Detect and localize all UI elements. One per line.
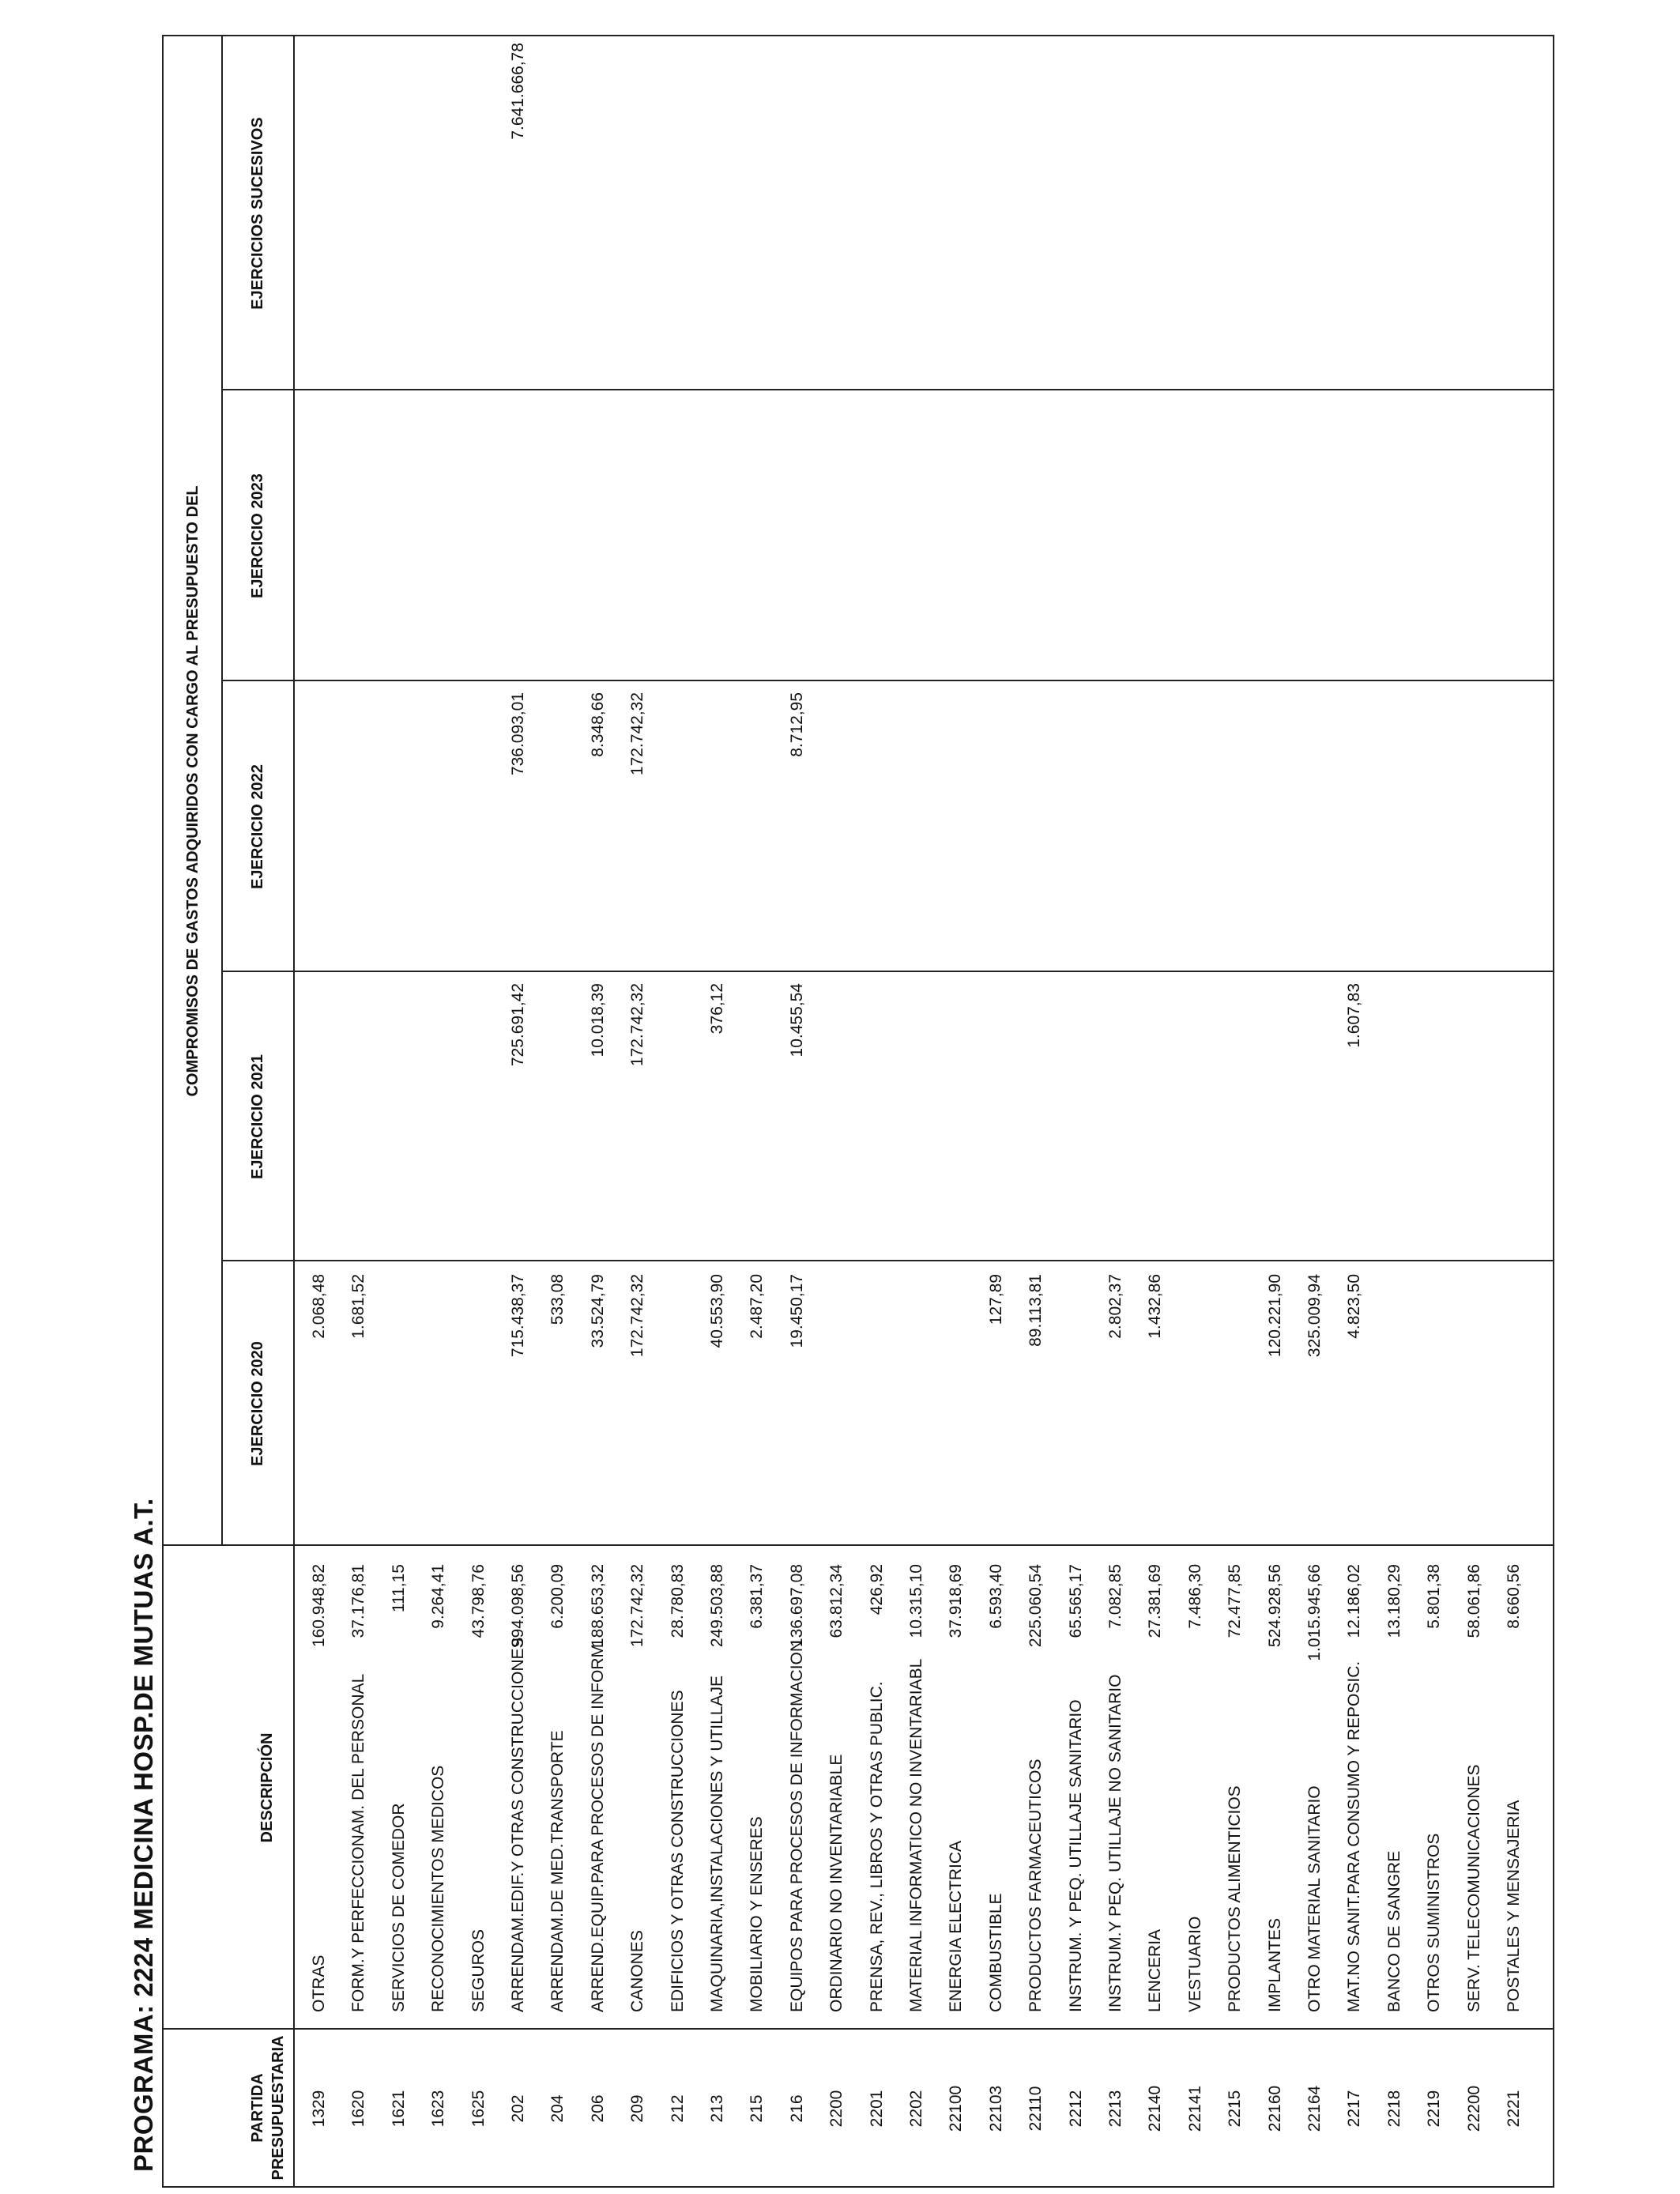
ejercicio-2020-cell: 225.060,54 — [1026, 1564, 1045, 1648]
page-title: PROGRAMA: 2224 MEDICINA HOSP.DE MUTUAS A.T. — [129, 1498, 158, 2172]
ejercicio-2020-cell: 37.918,69 — [947, 1564, 966, 1638]
partida-cell: 1621 — [389, 2090, 408, 2128]
ejercicio-2020-cell: 43.798,76 — [469, 1564, 488, 1638]
ejercicio-2021-cell: 120.221,90 — [1265, 1274, 1284, 1358]
table-row — [460, 36, 499, 2186]
header-divider — [293, 36, 295, 2186]
table-row — [1216, 36, 1256, 2186]
ejercicio-2021-cell: 4.823,50 — [1345, 1274, 1364, 1339]
ejercicio-2023-cell: 736.093,01 — [509, 692, 527, 776]
ejercicio-2023-cell: 172.742,32 — [628, 692, 647, 776]
ejercicio-2021-cell: 2.487,20 — [748, 1274, 767, 1339]
table-row — [898, 36, 937, 2186]
descripcion-cell: PRODUCTOS ALIMENTICIOS — [1226, 1785, 1245, 2012]
ejercicio-2020-cell: 160.948,82 — [310, 1564, 328, 1648]
table-row — [937, 36, 977, 2186]
descripcion-cell: SERV. TELECOMUNICACIONES — [1464, 1764, 1483, 2012]
partida-cell: 22100 — [947, 2085, 966, 2132]
table-row — [380, 36, 420, 2186]
table-row — [778, 36, 818, 2186]
commitments-table — [162, 35, 1554, 2188]
ejercicio-2020-cell: 136.697,08 — [787, 1564, 806, 1648]
table-row — [1057, 36, 1097, 2186]
header-group: COMPROMISOS DE GASTOS ADQUIRIDOS CON CARGO AL PRESUPUESTO DEL — [184, 485, 202, 1097]
ejercicio-2022-cell: 1.607,83 — [1345, 983, 1364, 1048]
partida-cell: 22110 — [1026, 2086, 1045, 2132]
descripcion-cell: OTRO MATERIAL SANITARIO — [1305, 1785, 1324, 2012]
sucesivos-cell: 7.641.666,78 — [509, 43, 527, 140]
descripcion-cell: IMPLANTES — [1265, 1917, 1284, 2012]
table-row — [1456, 36, 1495, 2186]
descripcion-cell: EQUIPOS PARA PROCESOS DE INFORMACION — [787, 1639, 806, 2012]
table-row — [420, 36, 459, 2186]
descripcion-cell: ARRENDAM.DE MED.TRANSPORTE — [548, 1730, 567, 2012]
ejercicio-2021-cell: 2.068,48 — [310, 1274, 328, 1339]
ejercicio-2020-cell: 28.780,83 — [668, 1564, 687, 1638]
partida-cell: 1329 — [310, 2090, 328, 2128]
ejercicio-2020-cell: 111,15 — [389, 1564, 408, 1613]
ejercicio-2020-cell: 5.801,38 — [1425, 1564, 1444, 1629]
descripcion-cell: SEGUROS — [469, 1928, 488, 2012]
ejercicio-2022-cell: 376,12 — [708, 983, 726, 1035]
ejercicio-2020-cell: 172.742,32 — [628, 1564, 647, 1648]
table-row — [1376, 36, 1415, 2186]
partida-cell: 2218 — [1384, 2090, 1403, 2128]
descripcion-cell: PRENSA, REV., LIBROS Y OTRAS PUBLIC. — [867, 1681, 886, 2012]
ejercicio-2022-cell: 10.018,39 — [588, 983, 607, 1057]
ejercicio-2020-cell: 7.082,85 — [1106, 1564, 1124, 1629]
ejercicio-2022-cell: 10.455,54 — [787, 983, 806, 1057]
partida-cell: 212 — [668, 2094, 687, 2123]
ejercicio-2020-cell: 6.381,37 — [748, 1564, 767, 1629]
table-row — [1296, 36, 1335, 2186]
partida-cell: 22160 — [1265, 2085, 1284, 2132]
descripcion-cell: SERVICIOS DE COMEDOR — [389, 1803, 408, 2012]
table-row — [579, 36, 619, 2186]
ejercicio-2020-cell: 426,92 — [867, 1564, 886, 1615]
ejercicio-2022-cell: 725.691,42 — [509, 983, 527, 1067]
header-ejercicio-2022: EJERCICIO 2022 — [249, 764, 266, 889]
ejercicio-2021-cell: 1.432,86 — [1146, 1274, 1165, 1339]
ejercicio-2021-cell: 172.742,32 — [628, 1274, 647, 1358]
descripcion-cell: INSTRUM. Y PEQ. UTILLAJE SANITARIO — [1066, 1699, 1085, 2012]
partida-cell: 22164 — [1305, 2085, 1324, 2132]
ejercicio-2023-cell: 8.348,66 — [588, 692, 607, 757]
header-partida: PARTIDA PRESUPUESTARIA — [249, 2035, 287, 2181]
table-row — [1415, 36, 1455, 2186]
ejercicio-2020-cell: 63.812,34 — [827, 1564, 846, 1638]
descripcion-cell: RECONOCIMIENTOS MEDICOS — [429, 1765, 448, 2012]
partida-cell: 2212 — [1066, 2090, 1085, 2128]
table-row — [1256, 36, 1296, 2186]
table-row — [1097, 36, 1136, 2186]
table-row — [499, 36, 539, 2186]
header-ejercicios-sucesivos: EJERCICIOS SUCESIVOS — [249, 117, 266, 310]
descripcion-cell: ARREND.EQUIP.PARA PROCESOS DE INFORM — [588, 1644, 607, 2012]
table-row — [858, 36, 898, 2186]
partida-cell: 213 — [708, 2094, 726, 2123]
table-row — [818, 36, 857, 2186]
ejercicio-2020-cell: 7.486,30 — [1185, 1564, 1204, 1629]
partida-cell: 22141 — [1185, 2085, 1204, 2132]
descripcion-cell: ENERGIA ELECTRICA — [947, 1840, 966, 2012]
ejercicio-2023-cell: 8.712,95 — [787, 692, 806, 757]
table-row — [340, 36, 379, 2186]
ejercicio-2020-cell: 1.015.945,66 — [1305, 1564, 1324, 1661]
descripcion-cell: BANCO DE SANGRE — [1384, 1850, 1403, 2012]
ejercicio-2021-cell: 19.450,17 — [787, 1274, 806, 1348]
table-row — [300, 36, 340, 2186]
partida-cell: 2200 — [827, 2090, 846, 2128]
table-row — [977, 36, 1017, 2186]
descripcion-cell: MAQUINARIA,INSTALACIONES Y UTILLAJE — [708, 1676, 726, 2012]
header-descripcion: DESCRIPCIÓN — [258, 1732, 276, 1843]
descripcion-cell: POSTALES Y MENSAJERIA — [1505, 1800, 1523, 2012]
ejercicio-2020-cell: 65.565,17 — [1066, 1564, 1085, 1638]
header-ejercicio-2023: EJERCICIO 2023 — [249, 473, 266, 598]
partida-cell: 1620 — [349, 2090, 368, 2128]
table-row — [1495, 36, 1535, 2186]
descripcion-cell: OTROS SUMINISTROS — [1425, 1833, 1444, 2012]
table-row — [619, 36, 658, 2186]
ejercicio-2021-cell: 40.553,90 — [708, 1274, 726, 1348]
header-ejercicio-2021: EJERCICIO 2021 — [249, 1054, 266, 1179]
partida-cell: 215 — [748, 2094, 767, 2123]
partida-cell: 2217 — [1345, 2090, 1364, 2128]
table-row — [539, 36, 578, 2186]
descripcion-cell: ARRENDAM.EDIF.Y OTRAS CONSTRUCCIONES — [509, 1637, 527, 2012]
descripcion-cell: FORM.Y PERFECCIONAM. DEL PERSONAL — [349, 1673, 368, 2012]
ejercicio-2021-cell: 127,89 — [986, 1274, 1005, 1325]
partida-cell: 202 — [509, 2094, 527, 2123]
ejercicio-2020-cell: 27.381,69 — [1146, 1564, 1165, 1638]
descripcion-cell: MATERIAL INFORMATICO NO INVENTARIABL — [907, 1658, 925, 2012]
ejercicio-2021-cell: 533,08 — [548, 1274, 567, 1325]
partida-cell: 22140 — [1146, 2085, 1165, 2132]
descripcion-cell: LENCERIA — [1146, 1928, 1165, 2012]
partida-cell: 204 — [548, 2094, 567, 2123]
table-row — [659, 36, 699, 2186]
partida-cell: 22103 — [986, 2085, 1005, 2132]
descripcion-cell: ORDINARIO NO INVENTARIABLE — [827, 1754, 846, 2012]
partida-cell: 2221 — [1505, 2090, 1523, 2128]
partida-cell: 2201 — [867, 2090, 886, 2128]
ejercicio-2020-cell: 188.653,32 — [588, 1564, 607, 1648]
ejercicio-2020-cell: 58.061,86 — [1464, 1564, 1483, 1638]
table-row — [1017, 36, 1057, 2186]
partida-cell: 1623 — [429, 2090, 448, 2128]
ejercicio-2020-cell: 72.477,85 — [1226, 1564, 1245, 1638]
header-ejercicio-2020: EJERCICIO 2020 — [249, 1341, 266, 1466]
header-divider — [221, 36, 223, 1546]
ejercicio-2020-cell: 37.176,81 — [349, 1564, 368, 1638]
ejercicio-2020-cell: 249.503,88 — [708, 1564, 726, 1648]
ejercicio-2020-cell: 12.186,02 — [1345, 1564, 1364, 1638]
ejercicio-2020-cell: 6.593,40 — [986, 1564, 1005, 1629]
ejercicio-2021-cell: 33.524,79 — [588, 1274, 607, 1348]
descripcion-cell: CANONES — [628, 1930, 647, 2012]
ejercicio-2020-cell: 6.200,09 — [548, 1564, 567, 1629]
ejercicio-2021-cell: 89.113,81 — [1026, 1274, 1045, 1347]
table-row — [738, 36, 778, 2186]
ejercicio-2020-cell: 524.928,56 — [1265, 1564, 1284, 1648]
table-row — [1177, 36, 1216, 2186]
partida-cell: 1625 — [469, 2090, 488, 2128]
descripcion-cell: OTRAS — [310, 1955, 328, 2012]
partida-cell: 2213 — [1106, 2090, 1124, 2128]
table-row — [1335, 36, 1375, 2186]
table-row — [699, 36, 738, 2186]
partida-cell: 2202 — [907, 2090, 925, 2128]
ejercicio-2021-cell: 2.802,37 — [1106, 1274, 1124, 1339]
partida-cell: 209 — [628, 2094, 647, 2123]
ejercicio-2020-cell: 9.264,41 — [429, 1564, 448, 1629]
ejercicio-2021-cell: 325.009,94 — [1305, 1274, 1324, 1358]
table-row — [1136, 36, 1176, 2186]
descripcion-cell: VESTUARIO — [1185, 1916, 1204, 2012]
descripcion-cell: INSTRUM.Y PEQ. UTILLAJE NO SANITARIO — [1106, 1674, 1124, 2012]
partida-cell: 206 — [588, 2094, 607, 2123]
ejercicio-2020-cell: 10.315,10 — [907, 1564, 925, 1638]
ejercicio-2022-cell: 172.742,32 — [628, 983, 647, 1067]
descripcion-cell: EDIFICIOS Y OTRAS CONSTRUCCIONES — [668, 1690, 687, 2012]
descripcion-cell: PRODUCTOS FARMACEUTICOS — [1026, 1759, 1045, 2012]
ejercicio-2021-cell: 715.438,37 — [509, 1274, 527, 1358]
descripcion-cell: MAT.NO SANIT.PARA CONSUMO Y REPOSIC. — [1345, 1661, 1364, 2012]
descripcion-cell: MOBILIARIO Y ENSERES — [748, 1816, 767, 2012]
descripcion-cell: COMBUSTIBLE — [986, 1893, 1005, 2012]
ejercicio-2020-cell: 8.660,56 — [1505, 1564, 1523, 1629]
ejercicio-2021-cell: 1.681,52 — [349, 1274, 368, 1339]
ejercicio-2020-cell: 994.098,56 — [509, 1564, 527, 1648]
partida-cell: 2219 — [1425, 2090, 1444, 2128]
ejercicio-2020-cell: 13.180,29 — [1384, 1564, 1403, 1638]
partida-cell: 2215 — [1226, 2090, 1245, 2128]
partida-cell: 216 — [787, 2094, 806, 2123]
partida-cell: 22200 — [1464, 2085, 1483, 2132]
